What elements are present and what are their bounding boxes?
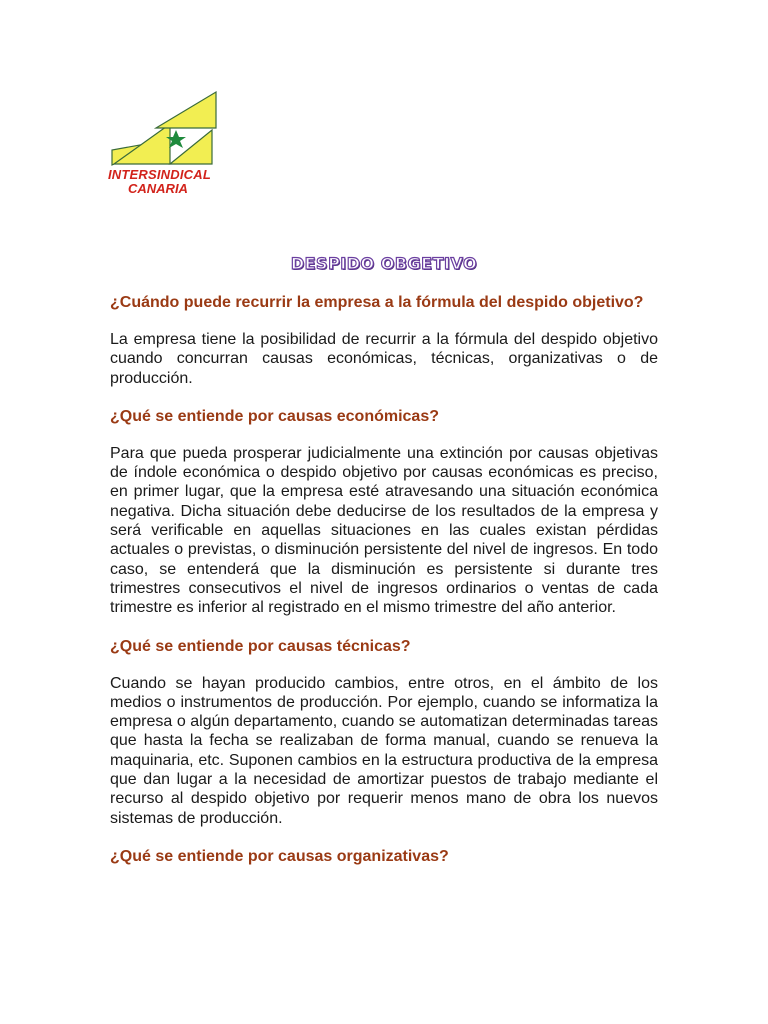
logo-line1: INTERSINDICAL [108, 167, 211, 182]
question-heading: ¿Qué se entiende por causas económicas? [110, 407, 439, 425]
document-body [110, 292, 658, 884]
logo-line2: CANARIA [128, 181, 188, 196]
question-heading: ¿Qué se entiende por causas técnicas? [110, 637, 411, 655]
question-heading: ¿Qué se entiende por causas organizativas? [110, 847, 449, 865]
document-title: DESPIDO OBGETIVO [290, 254, 478, 273]
triangles-star-icon [108, 90, 224, 170]
intersindical-logo [108, 90, 224, 200]
logo-text [108, 168, 224, 196]
paragraph: Para que pueda prosperar judicialmente una extinción por causas objetivas de índole económica o despido objetivo por causas económicas es preciso, en primer lugar, que la empresa esté atravesando una situación económica negativa. Dicha situación debe deducirse de los resultados de la empresa y será verificable en aquellas situaciones en las cuales existan pérdidas actuales o previstas, o disminución persistente del nivel de ingresos. En todo caso, se entenderá que la disminución es persistente si durante tres trimestres consecutivos el nivel de ingresos ordinarios o ventas de cada trimestre es inferior al registrado en el mismo trimestre del año anterior. [110, 444, 658, 617]
paragraph: Cuando se hayan producido cambios, entre otros, en el ámbito de los medios o instrumentos de producción. Por ejemplo, cuando se informatiza la empresa o algún departamento, cuando se automatizan determinadas tareas que hasta la fecha se realizaban de forma manual, cuando se renueva la maquinaria, etc. Suponen cambios en la estructura productiva de la empresa que dan lugar a la necesidad de amortizar puestos de trabajo mediante el recurso al despido objetivo por requerir menos mano de obra los nuevos sistemas de producción. [110, 674, 658, 827]
paragraph: La empresa tiene la posibilidad de recurrir a la fórmula del despido objetivo cuando concurran causas económicas, técnicas, organizativas o de producción. [110, 331, 658, 387]
question-heading: ¿Cuándo puede recurrir la empresa a la fórmula del despido objetivo? [110, 294, 644, 311]
